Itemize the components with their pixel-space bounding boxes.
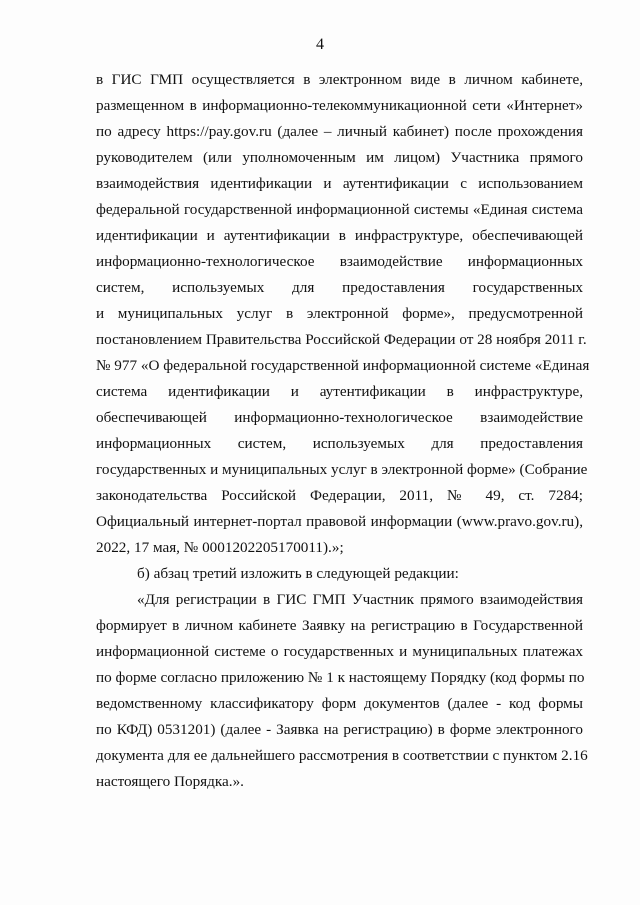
text-line: взаимодействия идентификации и аутентификации с использованием (96, 175, 583, 192)
text-line: размещенном в информационно-телекоммуникационной сети «Интернет» (96, 97, 583, 114)
text-line: информационной системе о государственных и муниципальных платежах (96, 643, 583, 660)
text-line: ведомственному классификатору форм документов (далее - код формы (96, 695, 583, 712)
text-line: Официальный интернет-портал правовой информации (www.pravo.gov.ru), (96, 513, 583, 530)
page-number: 4 (316, 36, 324, 53)
text-line: № 977 «О федеральной государственной информационной системе «Единая (96, 357, 590, 374)
paragraph-first-line: «Для регистрации в ГИС ГМП Участник прямого взаимодействия (137, 591, 583, 608)
text-line: 2022, 17 мая, № 0001202205170011).»; (96, 539, 344, 556)
text-line: в ГИС ГМП осуществляется в электронном виде в личном кабинете, (96, 71, 583, 88)
text-line: постановлением Правительства Российской Федерации от 28 ноября 2011 г. (96, 331, 587, 348)
text-line: система идентификации и аутентификации в инфраструктуре, (96, 383, 583, 400)
text-line: документа для ее дальнейшего рассмотрения в соответствии с пунктом 2.16 (96, 747, 588, 764)
text-line: законодательства Российской Федерации, 2011, № 49, ст. 7284; (96, 487, 583, 504)
text-line: по форме согласно приложению № 1 к настоящему Порядку (код формы по (96, 669, 585, 686)
text-line: государственных и муниципальных услуг в электронной форме» (Собрание (96, 461, 588, 478)
text-line: федеральной государственной информационной системы «Единая система (96, 201, 583, 218)
text-line: и муниципальных услуг в электронной форме», предусмотренной (96, 305, 583, 322)
text-line: информационно-технологическое взаимодействие информационных (96, 253, 583, 270)
text-line: по КФД) 0531201) (далее - Заявка на регистрацию) в форме электронного (96, 721, 583, 738)
text-line: формирует в личном кабинете Заявку на регистрацию в Государственной (96, 617, 583, 634)
text-line: обеспечивающей информационно-технологическое взаимодействие (96, 409, 583, 426)
text-line: идентификации и аутентификации в инфраструктуре, обеспечивающей (96, 227, 583, 244)
text-line: систем, используемых для предоставления государственных (96, 279, 583, 296)
text-line: информационных систем, используемых для предоставления (96, 435, 583, 452)
text-line: руководителем (или уполномоченным им лицом) Участника прямого (96, 149, 583, 166)
paragraph-first-line: б) абзац третий изложить в следующей редакции: (137, 565, 459, 582)
text-line: по адресу https://pay.gov.ru (далее – личный кабинет) после прохождения (96, 123, 583, 140)
text-line: настоящего Порядка.». (96, 773, 244, 790)
